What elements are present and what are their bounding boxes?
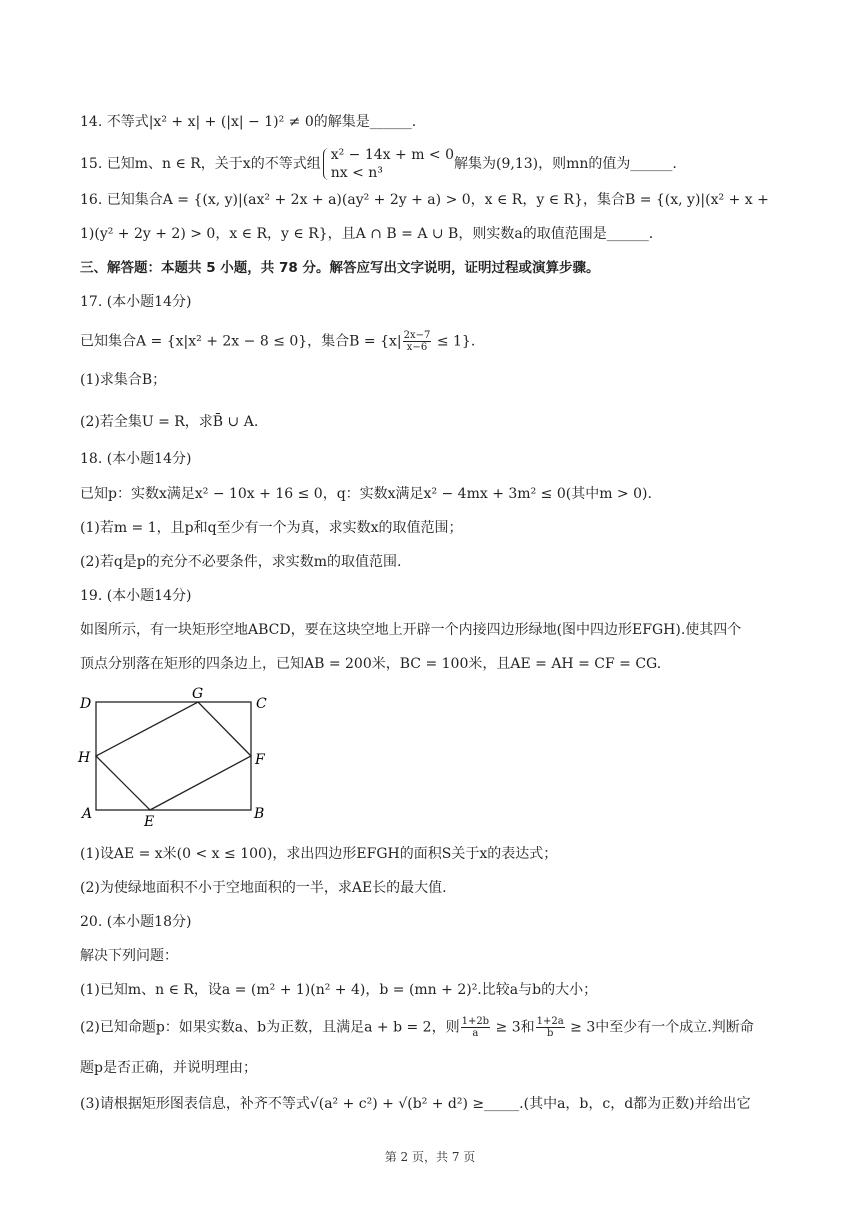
inequality-system (321, 146, 454, 182)
system-line-2: nx < n³ (330, 165, 383, 181)
question-20-intro: 解决下列问题： (80, 948, 178, 964)
page-footer: 第 2 页，共 7 页 (384, 1150, 476, 1164)
label-a: A (82, 806, 93, 822)
question-20-part-1: (1)已知m、n ∈ R，设a = (m² + 1)(n² + 4)，b = (mn + 2)².比较a与b的大小； (80, 982, 598, 998)
label-c: C (256, 696, 267, 712)
question-14: 14. 不等式|x² + x| + (|x| − 1)² ≠ 0的解集是______. (80, 114, 417, 130)
figure-svg (76, 682, 276, 828)
question-18-part-1: (1)若m = 1，且p和q至少有一个为真，求实数x的取值范围； (80, 520, 463, 536)
question-19-stem-line-1: 如图所示，有一块矩形空地ABCD，要在这块空地上开辟一个内接四边形绿地(图中四边形EFGH).使其四个 (80, 622, 742, 638)
q20-part-2-b: ≥ 3和 (491, 1019, 535, 1036)
label-g: G (192, 686, 204, 702)
question-16-line-2: 1)(y² + 2y + 2) > 0，x ∈ R，y ∈ R}，且A ∩ B = A ∪ B，则实数a的取值范围是______. (80, 226, 654, 242)
question-20-heading: 20. (本小题18分) (80, 914, 192, 930)
question-17-stem-b: ≤ 1}. (432, 333, 476, 350)
question-18-part-2: (2)若q是p的充分不必要条件，求实数m的取值范围. (80, 554, 402, 570)
question-20-part-3: (3)请根据矩形图表信息，补齐不等式√(a² + c²) + √(b² + d²) ≥_____.(其中a，b，c，d都为正数)并给出它 (80, 1096, 751, 1112)
fraction-denominator: x−6 (406, 342, 428, 353)
question-18-stem: 已知p：实数x满足x² − 10x + 16 ≤ 0，q：实数x满足x² − 4mx + 3m² ≤ 0(其中m > 0). (80, 486, 652, 502)
question-19-part-2: (2)为使绿地面积不小于空地面积的一半，求AE长的最大值. (80, 880, 447, 896)
fraction-2-denominator: b (546, 1028, 554, 1039)
question-15 (80, 146, 677, 182)
fraction-1-denominator: a (472, 1028, 479, 1039)
question-18-heading: 18. (本小题14分) (80, 451, 192, 467)
label-e: E (144, 814, 155, 828)
fraction-numerator: 2x−7 (403, 330, 431, 341)
fraction-1 (461, 1016, 491, 1039)
fraction-1-numerator: 1+2b (461, 1016, 490, 1027)
question-15-intro: 15. 已知m、n ∈ R，关于x的不等式组 (80, 156, 321, 172)
fraction (403, 330, 432, 353)
section-3-heading: 三、解答题：本题共 5 小题，共 78 分。解答应写出文字说明，证明过程或演算步骤。 (80, 260, 600, 276)
question-17-stem (80, 330, 475, 353)
question-17-heading: 17. (本小题14分) (80, 294, 192, 310)
label-d: D (80, 696, 92, 712)
quadrilateral-efgh (96, 702, 251, 810)
label-f: F (255, 752, 265, 768)
question-17-stem-a: 已知集合A = {x|x² + 2x − 8 ≤ 0}，集合B = {x| (80, 333, 402, 350)
rectangle-figure (76, 682, 276, 832)
fraction-2 (536, 1016, 565, 1039)
question-20-part-2 (80, 1016, 754, 1039)
q20-part-2-c: ≥ 3中至少有一个成立.判断命 (565, 1019, 754, 1036)
label-b: B (254, 806, 265, 822)
label-h: H (78, 750, 91, 766)
question-19-part-1: (1)设AE = x米(0 < x ≤ 100)，求出四边形EFGH的面积S关于x的表达式； (80, 846, 558, 862)
q20-part-2-a: (2)已知命题p：如果实数a、b为正数，且满足a + b = 2，则 (80, 1019, 460, 1036)
fraction-2-numerator: 1+2a (536, 1016, 564, 1027)
question-19-stem-line-2: 顶点分别落在矩形的四条边上，已知AB = 200米，BC = 100米，且AE = AH = CF = CG. (80, 656, 662, 672)
system-line-1: x² − 14x + m < 0 (330, 147, 455, 163)
question-20-part-2-cont: 题p是否正确，并说明理由； (80, 1060, 257, 1076)
question-16-line-1: 16. 已知集合A = {(x, y)|(ax² + 2x + a)(ay² + 2y + a) > 0，x ∈ R，y ∈ R}，集合B = {(x, y)|(x² + x + (80, 192, 769, 208)
question-17-part-1: (1)求集合B； (80, 372, 167, 388)
rectangle-abcd (96, 702, 251, 810)
question-19-heading: 19. (本小题14分) (80, 588, 192, 604)
question-15-tail: 解集为(9,13)，则mn的值为______. (454, 156, 677, 172)
question-17-part-2: (2)若全集U = R，求B̄ ∪ A. (80, 414, 259, 430)
